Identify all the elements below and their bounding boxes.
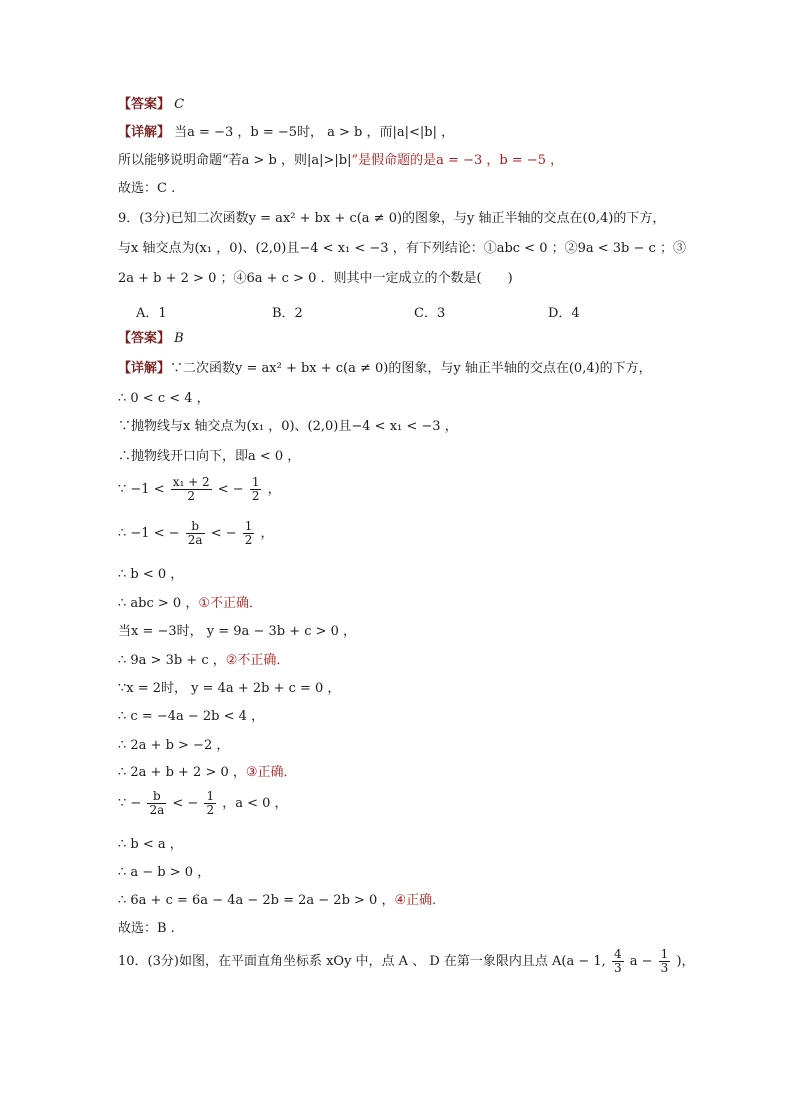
expr-text: ∴ 6a + c = 6a − 4a − 2b = 2a − 2b > 0 ， [118,893,395,908]
expr-text: < − [217,482,244,497]
fraction-denominator: 3 [660,961,669,975]
q9-detail-s3: ∵抛物线与x 轴交点为(x₁ ，0)、(2,0)且−4 < x₁ < −3 ， [118,419,458,434]
answer-value: C [174,97,185,112]
q9-detail-s11: ∵x = 2时， y = 4a + 2b + c = 0 ， [118,681,341,696]
expr-text: ∵ −1 < [118,482,165,497]
q9-detail-s7: ∴ b < 0 ， [118,567,184,582]
fraction-denominator: 2 [251,489,260,503]
detail-text-red: ”是假命题的是a = −3 ，b = −5 ， [351,153,564,168]
fraction [186,520,205,547]
conclusion-red: ②不正确． [225,653,290,668]
conclusion-red: ④正确． [394,893,446,908]
detail-tag: 【详解】 [118,125,171,140]
expr-text: ， [267,482,281,497]
expr-text: )， [676,954,695,969]
expr-text: a − [629,954,653,969]
fraction-numerator: 1 [244,519,253,533]
fraction [147,790,166,817]
fraction [204,790,216,817]
q8-choose: 故选：C . [118,181,176,196]
detail-text: ∵二次函数y = ax² + bx + c(a ≠ 0)的图象，与y 轴正半轴的交点在(0,4)的下方， [170,361,652,376]
fraction [612,948,624,975]
fraction [171,476,212,503]
q9-option-a: A．1 [136,306,167,321]
q9-detail-s1 [118,360,652,378]
fraction-numerator: 1 [206,789,215,803]
q8-answer-line [118,96,184,114]
q10-stem-line1 [118,948,695,976]
answer-tag: 【答案】 [118,97,171,112]
fraction-numerator: 1 [251,475,260,489]
answer-value: B [174,331,184,346]
q9-detail-s14 [118,764,297,782]
q8-detail-line2 [118,152,563,170]
q9-stem-line1: 9．(3分)已知二次函数y = ax² + bx + c(a ≠ 0)的图象，与y 轴正半轴的交点在(0,4)的下方， [118,211,666,226]
q9-detail-s12: ∴ c = −4a − 2b < 4 ， [118,709,265,724]
fraction [659,948,671,975]
detail-text: 当a = −3 ，b = −5时， a > b ，而|a|<|b| ， [174,125,455,140]
expr-text: ∴ 2a + b + 2 > 0 ， [118,765,246,780]
q9-detail-s16: ∴ b < a ， [118,837,183,852]
fraction-denominator: 2 [206,803,215,817]
fraction-numerator: 4 [613,947,622,961]
q9-option-c: C．3 [414,306,446,321]
q9-option-b: B．2 [272,306,303,321]
q9-answer-line [118,330,184,348]
expr-text: ∴ abc > 0 ， [118,596,199,611]
q9-stem-line3: 2a + b + 2 > 0 ；④6a + c > 0 ．则其中一定成立的个数是( ) [118,271,513,286]
q9-detail-s17: ∴ a − b > 0 ， [118,865,211,880]
q9-stem-line2: 与x 轴交点为(x₁ ，0)、(2,0)且−4 < x₁ < −3 ，有下列结论：①abc < 0 ；②9a < 3b − c ；③ [118,241,686,256]
q9-detail-s9: 当x = −3时， y = 9a − 3b + c > 0 ， [118,624,357,639]
fraction-numerator: 1 [660,947,669,961]
fraction-denominator: 3 [613,961,622,975]
q9-detail-s18 [118,892,445,910]
detail-text: 所以能够说明命题“若a > b ，则|a|>|b| [118,153,352,168]
q9-choose: 故选：B . [118,921,175,936]
fraction-numerator: b [147,790,166,804]
q9-detail-s4: ∴抛物线开口向下，即a < 0 ， [118,449,301,464]
expr-text: ∴ −1 < − [118,526,180,541]
expr-text: ， [260,526,274,541]
detail-tag: 【详解】 [118,361,171,376]
q9-detail-s5 [118,476,281,504]
expr-text: ，a < 0 ， [222,796,288,811]
expr-text: < − [210,526,237,541]
expr-text: ∴ 9a > 3b + c ， [118,653,226,668]
expr-text: < − [172,796,199,811]
fraction [250,476,262,503]
q9-detail-s15 [118,790,288,818]
q9-option-d: D．4 [548,306,580,321]
conclusion-red: ③正确． [245,765,297,780]
q9-detail-s8 [118,595,262,613]
answer-tag: 【答案】 [118,331,171,346]
q8-detail-line1 [118,124,454,142]
q9-detail-s2: ∴ 0 < c < 4 ， [118,391,210,406]
fraction-denominator: 2 [187,489,195,503]
expr-text: 10．(3分)如图，在平面直角坐标系 xOy 中，点 A 、 D 在第一象限内且点 A(a − 1, [118,954,606,969]
conclusion-red: ①不正确． [198,596,262,611]
fraction-denominator: 2a [187,533,203,547]
fraction-numerator: x₁ + 2 [172,475,210,489]
q9-detail-s10 [118,652,289,670]
expr-text: ∵ − [118,796,142,811]
fraction-numerator: b [186,520,205,534]
fraction-denominator: 2a [149,803,165,817]
q9-detail-s6 [118,520,274,548]
fraction [243,520,255,547]
q9-detail-s13: ∴ 2a + b > −2 ， [118,738,230,753]
fraction-denominator: 2 [244,533,253,547]
